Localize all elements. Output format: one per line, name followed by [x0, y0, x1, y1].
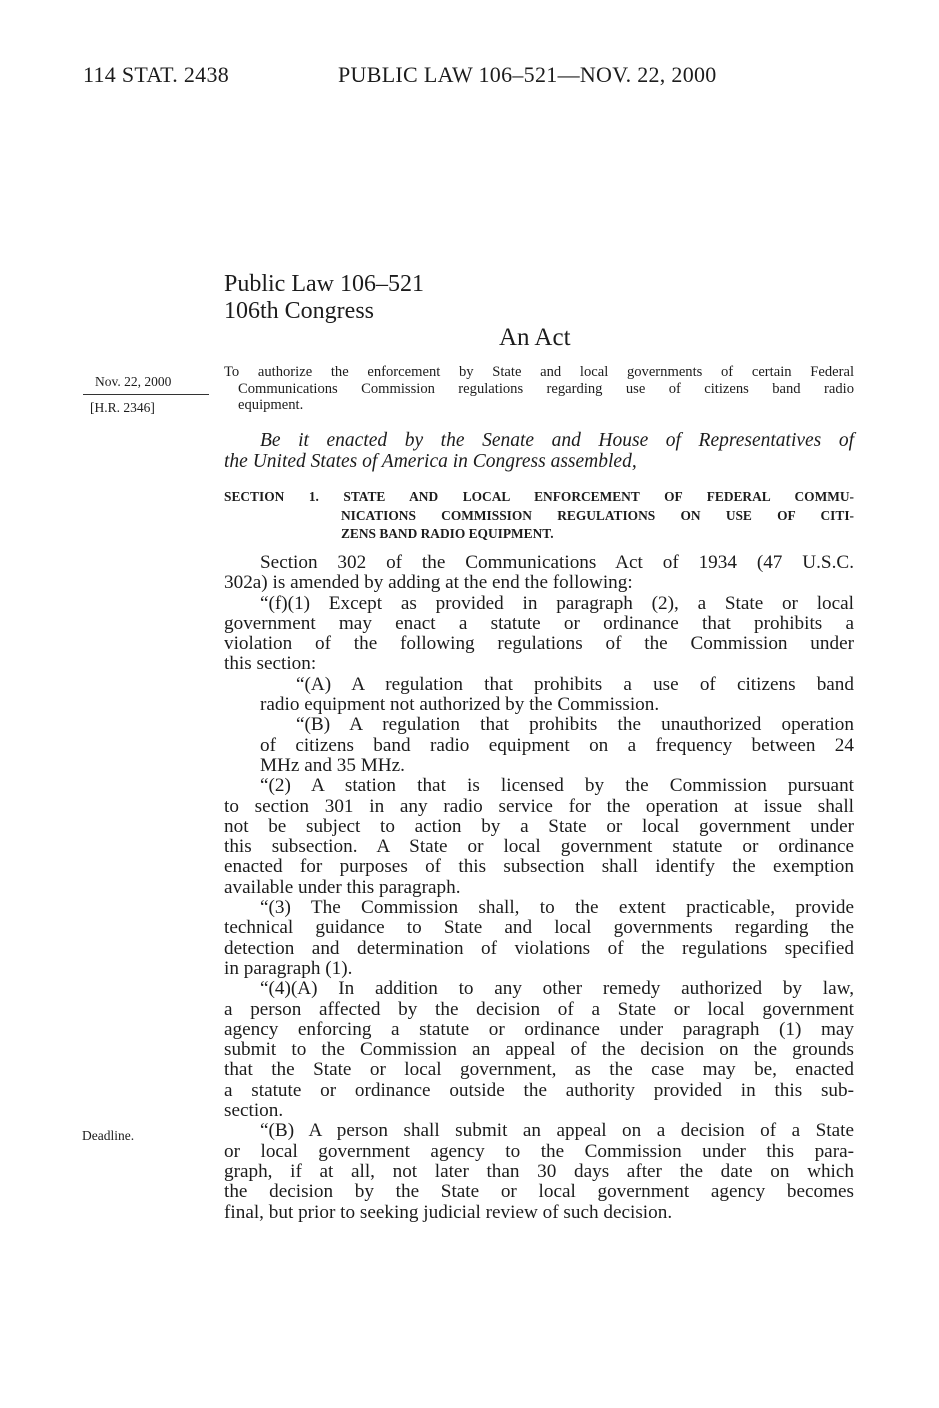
- body-line: graph, if at all, not later than 30 days after the date on which: [224, 1160, 854, 1182]
- purpose-line: To authorize the enforcement by State and local governments of certain Federal: [224, 364, 854, 380]
- body-line: this section:: [224, 653, 317, 675]
- body-line: MHz and 35 MHz.: [260, 754, 405, 776]
- congress-number: 106th Congress: [224, 298, 374, 324]
- body-line: “(A) A regulation that prohibits a use of citizens band: [296, 673, 854, 695]
- body-line: section.: [224, 1100, 284, 1122]
- section-heading-line: SECTION 1. STATE AND LOCAL ENFORCEMENT OF FEDERAL COMMU-: [224, 489, 854, 504]
- enacting-line: Be it enacted by the Senate and House of Representatives of: [260, 430, 854, 451]
- body-line: radio equipment not authorized by the Commission.: [260, 694, 660, 716]
- body-line: “(4)(A) In addition to any other remedy authorized by law,: [260, 978, 854, 1000]
- enacting-line: the United States of America in Congress assembled,: [224, 451, 637, 472]
- body-line: Section 302 of the Communications Act of 1934 (47 U.S.C.: [260, 552, 854, 573]
- body-line: “(3) The Commission shall, to the extent practicable, provide: [260, 897, 854, 919]
- body-line: enacted for purposes of this subsection shall identify the exemption: [224, 856, 854, 878]
- section-body: [224, 553, 854, 1223]
- body-line: “(f)(1) Except as provided in paragraph (2), a State or local: [260, 592, 854, 614]
- purpose-line: equipment.: [238, 397, 304, 413]
- body-line: to section 301 in any radio service for the operation at issue shall: [224, 795, 854, 817]
- purpose-line: Communications Commission regulations regarding use of citizens band radio: [238, 380, 854, 397]
- section-heading: [224, 488, 854, 544]
- body-line: the decision by the State or local government agency becomes: [224, 1181, 854, 1203]
- body-line: 302a) is amended by adding at the end the following:: [224, 572, 633, 594]
- margin-divider: [83, 394, 209, 395]
- body-line: technical guidance to State and local governments regarding the: [224, 917, 854, 939]
- body-line: a person affected by the decision of a State or local government: [224, 998, 854, 1020]
- body-line: “(2) A station that is licensed by the Commission pursuant: [260, 775, 854, 797]
- body-line: government may enact a statute or ordinance that prohibits a: [224, 612, 854, 634]
- body-line: in paragraph (1).: [224, 957, 353, 979]
- section-heading-line: NICATIONS COMMISSION REGULATIONS ON USE OF CITI-: [341, 507, 854, 523]
- running-head: PUBLIC LAW 106–521—NOV. 22, 2000: [338, 62, 717, 87]
- body-line: available under this paragraph.: [224, 876, 461, 898]
- body-line: or local government agency to the Commission under this para-: [224, 1140, 854, 1162]
- enacting-clause: [224, 430, 854, 472]
- body-line: “(B) A regulation that prohibits the unauthorized operation: [296, 714, 854, 736]
- act-heading: An Act: [499, 324, 571, 351]
- body-line: final, but prior to seeking judicial review of such decision.: [224, 1201, 673, 1223]
- margin-bill-number: [H.R. 2346]: [90, 400, 155, 415]
- body-line: violation of the following regulations of the Commission under: [224, 633, 854, 655]
- body-line: agency enforcing a statute or ordinance under paragraph (1) may: [224, 1018, 854, 1040]
- body-line: not be subject to action by a State or local government under: [224, 815, 854, 837]
- public-law-number: Public Law 106–521: [224, 271, 424, 297]
- body-line: a statute or ordinance outside the authority provided in this sub-: [224, 1079, 854, 1101]
- body-line: of citizens band radio equipment on a frequency between 24: [260, 734, 854, 756]
- margin-deadline-note: Deadline.: [82, 1128, 135, 1143]
- body-line: that the State or local government, as the case may be, enacted: [224, 1059, 854, 1081]
- body-line: submit to the Commission an appeal of the decision on the grounds: [224, 1039, 854, 1061]
- act-purpose: [224, 364, 854, 414]
- section-heading-line: ZENS BAND RADIO EQUIPMENT.: [341, 526, 554, 541]
- body-line: “(B) A person shall submit an appeal on a decision of a State: [260, 1120, 854, 1142]
- body-line: detection and determination of violations of the regulations specified: [224, 937, 854, 959]
- margin-date: Nov. 22, 2000: [95, 374, 172, 389]
- page-stat-citation: 114 STAT. 2438: [83, 62, 230, 87]
- body-line: this subsection. A State or local government statute or ordinance: [224, 836, 854, 858]
